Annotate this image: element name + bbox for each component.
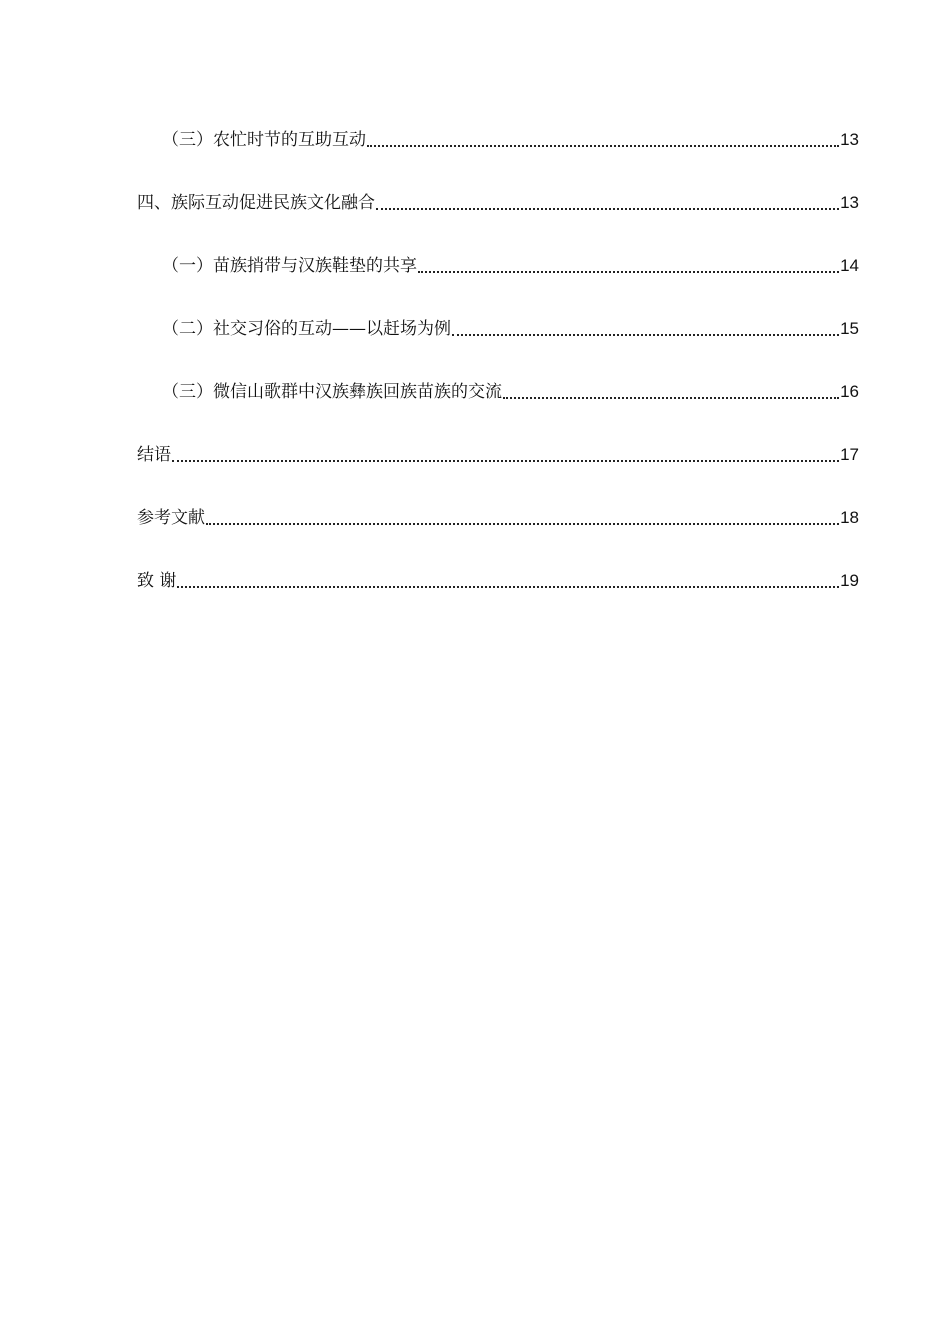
toc-entry-page: 16 xyxy=(840,382,859,401)
toc-leader-dots xyxy=(452,334,839,336)
toc-entry-page: 13 xyxy=(840,130,859,149)
toc-entry[interactable] xyxy=(137,376,859,408)
toc-entry-title: 致 谢 xyxy=(137,571,177,591)
toc-entry[interactable] xyxy=(137,187,859,219)
toc-leader-dots xyxy=(367,145,839,147)
toc-entry[interactable] xyxy=(137,565,859,597)
toc-entry-page: 14 xyxy=(840,256,859,275)
toc-leader-dots xyxy=(418,271,839,273)
toc-entry-page: 19 xyxy=(840,571,859,590)
toc-leader-dots xyxy=(503,397,839,399)
toc-leader-dots xyxy=(177,586,839,588)
toc-entry-title: （二）社交习俗的互动——以赶场为例 xyxy=(162,319,451,339)
toc-entry-page: 13 xyxy=(840,193,859,212)
toc-entry-title: 结语 xyxy=(137,445,171,465)
toc-leader-dots xyxy=(376,208,839,210)
toc-entry[interactable] xyxy=(137,439,859,471)
toc-leader-dots xyxy=(206,523,839,525)
toc-entry-title: （一）苗族捎带与汉族鞋垫的共享 xyxy=(162,256,417,276)
toc-leader-dots xyxy=(172,460,839,462)
toc-entry-title: 四、族际互动促进民族文化融合 xyxy=(137,193,375,213)
table-of-contents xyxy=(137,124,859,628)
toc-entry[interactable] xyxy=(137,502,859,534)
toc-entry-title: （三）农忙时节的互助互动 xyxy=(162,130,366,150)
toc-entry-page: 17 xyxy=(840,445,859,464)
toc-entry-page: 15 xyxy=(840,319,859,338)
toc-entry-page: 18 xyxy=(840,508,859,527)
toc-entry[interactable] xyxy=(137,313,859,345)
toc-entry[interactable] xyxy=(137,124,859,156)
toc-entry-title: 参考文献 xyxy=(137,508,205,528)
toc-entry[interactable] xyxy=(137,250,859,282)
toc-entry-title: （三）微信山歌群中汉族彝族回族苗族的交流 xyxy=(162,382,502,402)
